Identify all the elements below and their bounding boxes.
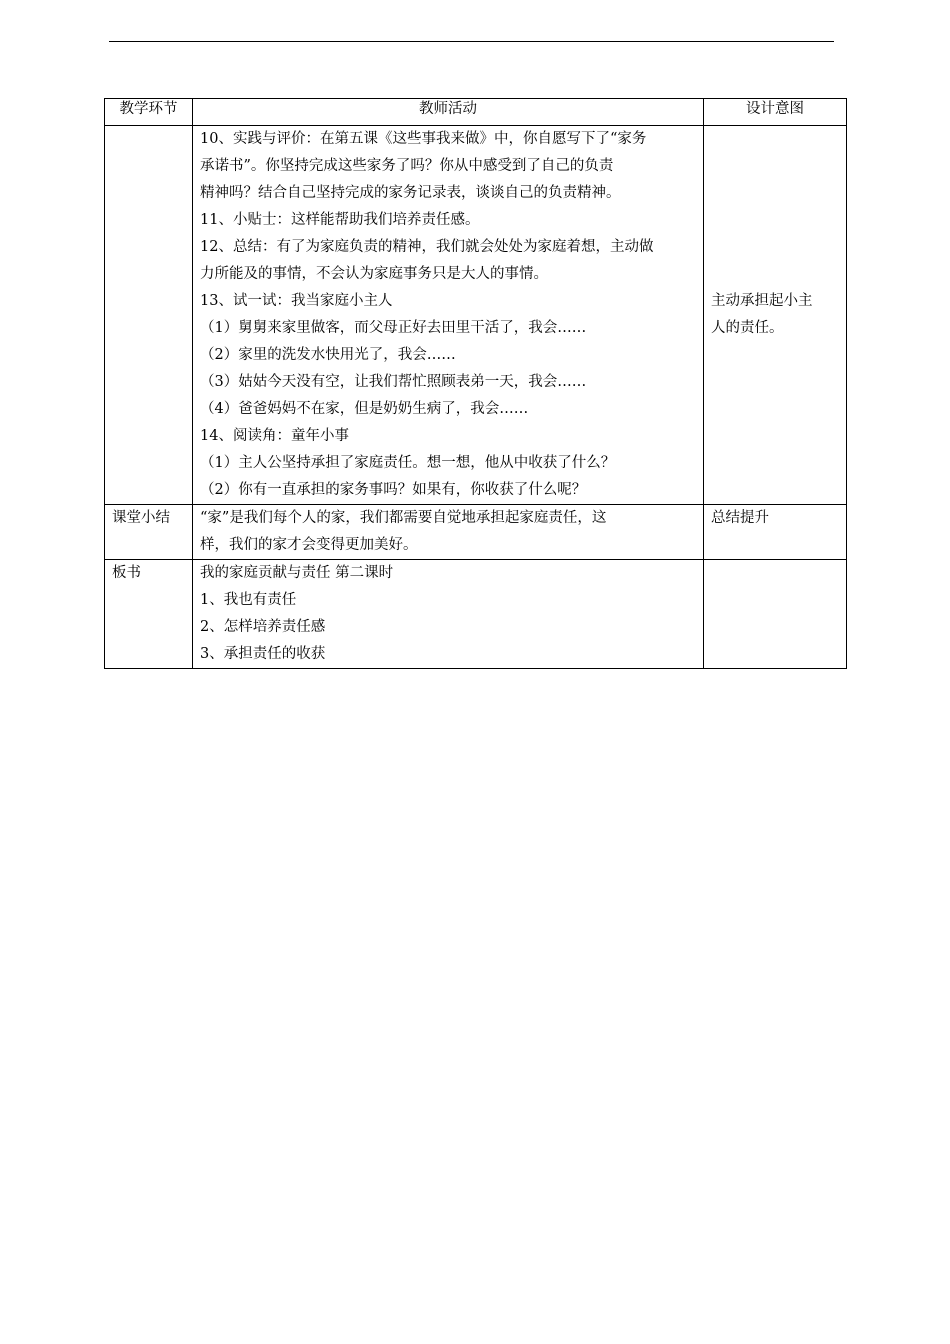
summary-activity-cell (193, 505, 704, 560)
stage-cell-board: 板书 (105, 560, 193, 669)
table-row-board (105, 560, 847, 669)
purpose-cell-activities (704, 126, 847, 505)
activity-line: 10、实践与评价：在第五课《这些事我来做》中，你自愿写下了“家务 (200, 131, 647, 147)
activity-line: （4）爸爸妈妈不在家，但是奶奶生病了，我会…… (200, 401, 529, 417)
activity-line: 力所能及的事情，不会认为家庭事务只是大人的事情。 (200, 266, 548, 282)
activity-line: 11、小贴士：这样能帮助我们培养责任感。 (200, 212, 480, 228)
header-purpose: 设计意图 (704, 99, 847, 126)
activity-line: （3）姑姑今天没有空，让我们帮忙照顾表弟一天，我会…… (200, 374, 587, 390)
board-line: 3、承担责任的收获 (200, 646, 326, 662)
header-stage: 教学环节 (105, 99, 193, 126)
summary-line: 样，我们的家才会变得更加美好。 (200, 537, 418, 553)
stage-cell-summary: 课堂小结 (105, 505, 193, 560)
summary-line: “家”是我们每个人的家，我们都需要自觉地承担起家庭责任，这 (200, 510, 607, 526)
activity-line: （2）你有一直承担的家务事吗？如果有，你收获了什么呢？ (200, 482, 587, 498)
activity-line: 14、阅读角：童年小事 (200, 428, 349, 444)
purpose-cell-summary: 总结提升 (704, 505, 847, 560)
stage-cell-activities (105, 126, 193, 505)
table-row-summary (105, 505, 847, 560)
activity-cell (193, 126, 704, 505)
board-activity-cell (193, 560, 704, 669)
activity-line: 12、总结：有了为家庭负责的精神，我们就会处处为家庭着想，主动做 (200, 239, 654, 255)
table-row-activities (105, 126, 847, 505)
purpose-cell-board (704, 560, 847, 669)
board-line: 2、怎样培养责任感 (200, 619, 326, 635)
activity-line: 精神吗？结合自己坚持完成的家务记录表，谈谈自己的负责精神。 (200, 185, 621, 201)
activity-line: （2）家里的洗发水快用光了，我会…… (200, 347, 456, 363)
activity-line: 承诺书”。你坚持完成这些家务了吗？你从中感受到了自己的负责 (200, 158, 614, 174)
purpose-line: 人的责任。 (711, 320, 784, 336)
activity-line: （1）主人公坚持承担了家庭责任。想一想，他从中收获了什么？ (200, 455, 616, 471)
activity-line: 13、试一试：我当家庭小主人 (200, 293, 393, 309)
header-activity: 教师活动 (193, 99, 704, 126)
header-rule (109, 41, 834, 42)
activity-line: （1）舅舅来家里做客，而父母正好去田里干活了，我会…… (200, 320, 587, 336)
board-line: 我的家庭贡献与责任 第二课时 (200, 565, 394, 581)
purpose-line: 主动承担起小主 (711, 293, 813, 309)
board-line: 1、我也有责任 (200, 592, 297, 608)
lesson-plan-table (104, 98, 847, 669)
table-header-row (105, 99, 847, 126)
